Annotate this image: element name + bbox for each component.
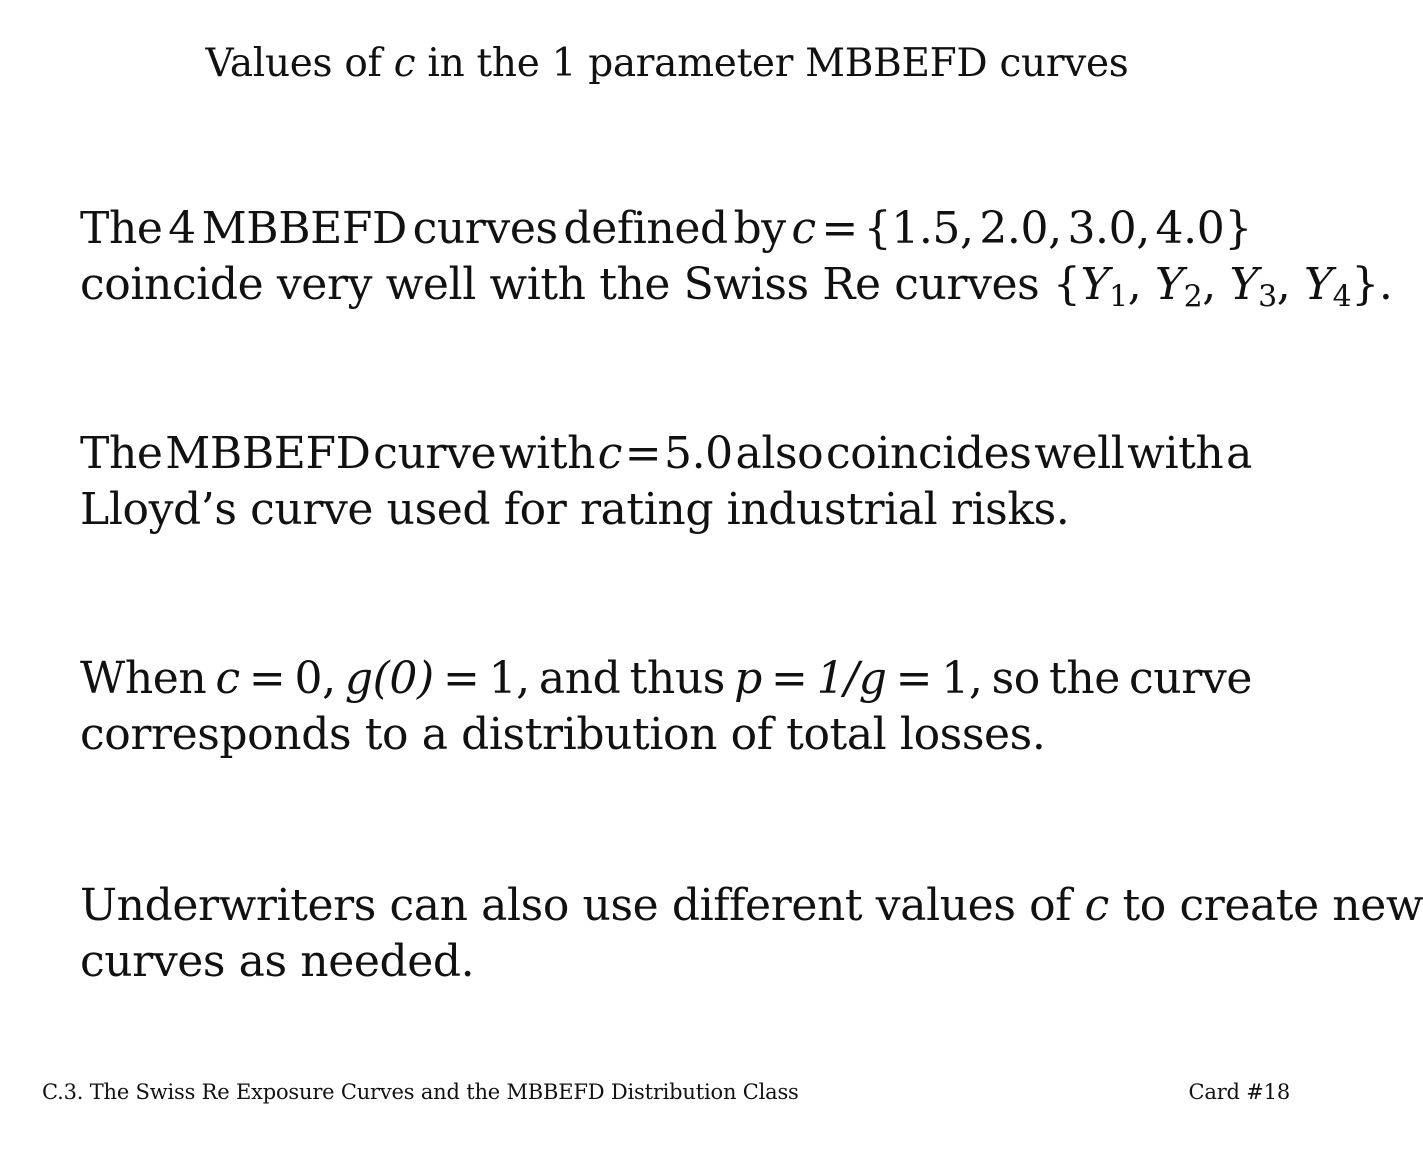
line-text: Underwriters can also use different values of (80, 880, 1085, 931)
math-value: 2.0, (979, 203, 1062, 254)
math-equals: = (771, 653, 808, 704)
word: by (733, 203, 786, 254)
math-fraction: 1/g (816, 653, 887, 704)
word: also (735, 428, 824, 479)
word: When (80, 653, 207, 704)
math-variable-c: c (597, 428, 623, 479)
word: with (498, 428, 596, 479)
title-math-c: c (393, 41, 416, 86)
word: well (1034, 428, 1125, 479)
word: with (1127, 428, 1224, 479)
word: defined (563, 203, 728, 254)
word: the (1049, 653, 1120, 704)
math-value: {1.5, (863, 203, 974, 254)
math-variable-c: c (215, 653, 240, 704)
paragraph-line (80, 878, 1423, 934)
math-variable-y: Y (1303, 259, 1333, 310)
line-end: }. (1351, 259, 1393, 310)
math-subscript: 3 (1258, 279, 1277, 315)
paragraph-underwriters (80, 878, 1423, 990)
paragraph-line (80, 201, 1252, 257)
word: curve (1129, 653, 1252, 704)
word: The (80, 203, 163, 254)
word: thus (629, 653, 725, 704)
line-text: coincide very well with the Swiss Re curves { (80, 259, 1081, 310)
word: The (80, 428, 163, 479)
math-value: 1, (488, 653, 530, 704)
math-variable-y: Y (1080, 259, 1110, 310)
math-variable-y: Y (1229, 259, 1259, 310)
paragraph-mbbefd-swiss-re (80, 201, 1393, 315)
word: a (1226, 428, 1252, 479)
math-value: 4.0} (1155, 203, 1252, 254)
math-equals: = (821, 203, 858, 254)
line-text: to create new (1108, 880, 1423, 931)
math-variable-c: c (791, 203, 816, 254)
math-variable-c: c (1084, 880, 1109, 931)
math-equals: = (895, 653, 933, 704)
paragraph-line: corresponds to a distribution of total losses. (80, 709, 1046, 760)
word: coincides (826, 428, 1032, 479)
math-subscript: 1 (1109, 279, 1128, 315)
paragraph-line: coincide very well with the Swiss Re curves {$Y_1$, $Y_2$, $Y_3$, $Y_4$}. (80, 259, 1393, 315)
math-subscript: 4 (1332, 279, 1352, 315)
math-value: 5.0 (663, 428, 733, 479)
math-subscript: 2 (1183, 279, 1203, 315)
word: curves (412, 203, 558, 254)
slide-title (0, 38, 1334, 90)
title-text-before: Values of (205, 41, 394, 86)
math-value: 1, (941, 653, 983, 704)
word: MBBEFD (201, 203, 407, 254)
paragraph-lloyds-curve (80, 426, 1252, 538)
paragraph-line (80, 426, 1252, 482)
math-value: 0, (294, 653, 336, 704)
footer-section-title: C.3. The Swiss Re Exposure Curves and the MBBEFD Distribution Class (42, 1080, 799, 1104)
math-equals: = (442, 653, 480, 704)
paragraph-line: Lloyd’s curve used for rating industrial risks. (80, 484, 1070, 535)
math-equals: = (248, 653, 286, 704)
word: and (538, 653, 621, 704)
footer-card-number: Card #18 (1188, 1080, 1290, 1104)
math-variable-y: Y (1154, 259, 1184, 310)
paragraph-line (80, 651, 1252, 707)
paragraph-line: curves as needed. (80, 936, 475, 987)
word: so (991, 653, 1040, 704)
word: curve (373, 428, 497, 479)
paragraph-total-losses (80, 651, 1252, 763)
math-equals: = (624, 428, 662, 479)
math-function-g: g(0) (344, 653, 434, 704)
math-value: 3.0, (1067, 203, 1150, 254)
word: MBBEFD (165, 428, 371, 479)
title-text-after: in the 1 parameter MBBEFD curves (415, 41, 1129, 86)
math-variable-p: p (734, 653, 762, 704)
word: 4 (168, 203, 196, 254)
